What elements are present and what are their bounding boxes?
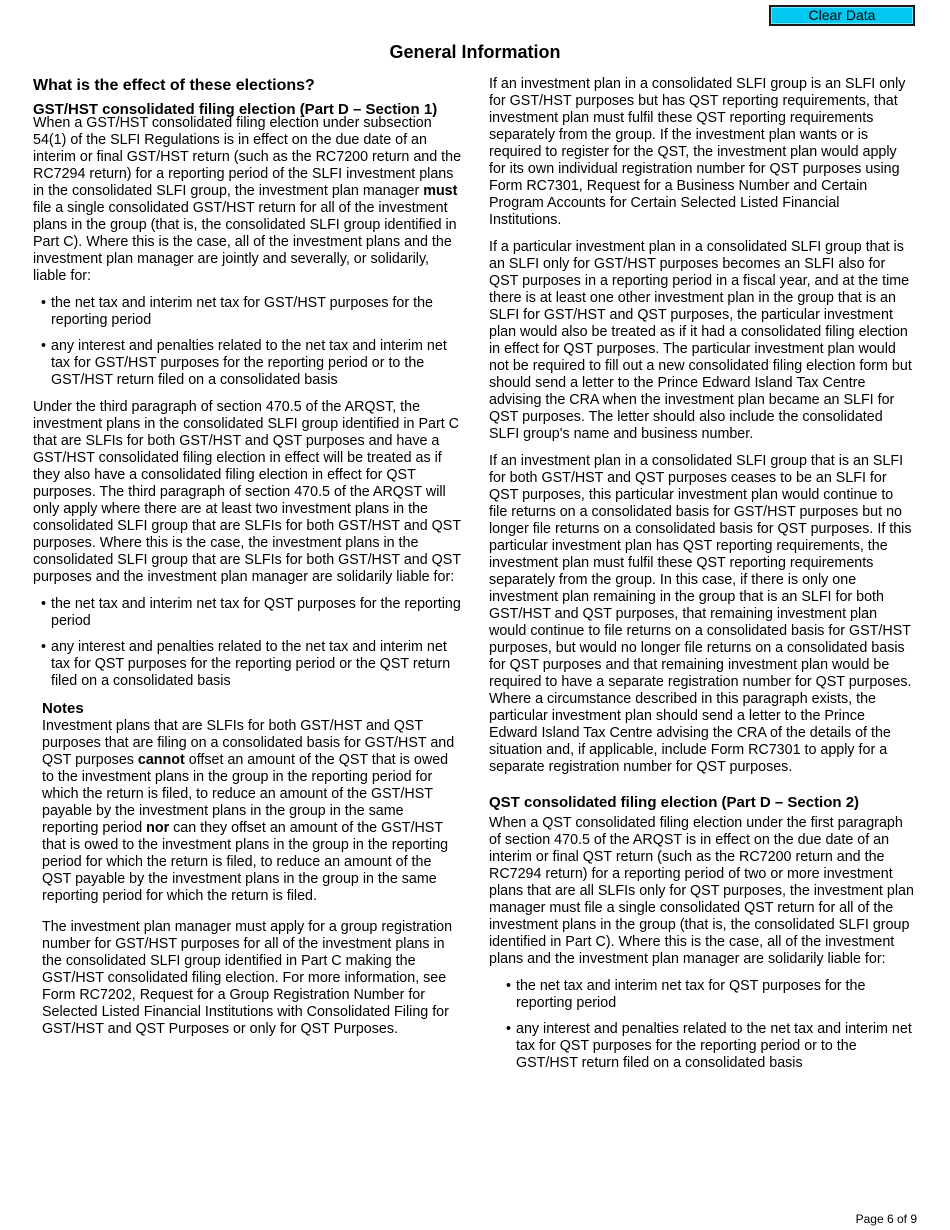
qst-reporting-paragraph: If an investment plan in a consolidated SLFI group is an SLFI only for GST/HST purposes but has QST reporting requirements, that investment plan must fulfil these QST reporting requirements separately from the group. If the investment plan wants or is required to register for the QST, the investment plan would apply for its own individual registration number for QST purposes using Form RC7301, Request for a Business Number and Certain Program Accounts for Certain Selected Listed Financial Institutions. <box>489 76 906 228</box>
list-item: • the net tax and interim net tax for QST purposes for the reporting period <box>41 596 461 629</box>
clear-data-button[interactable]: Clear Data <box>769 5 915 26</box>
gst-section1-heading: GST/HST consolidated filing election (Part D – Section 1) <box>33 101 438 118</box>
list-item: • any interest and penalties related to the net tax and interim net tax for QST purposes for the reporting period or the QST return filed on a consolidated basis <box>41 639 451 689</box>
qst-section2 <box>489 794 914 1072</box>
page-title: General Information <box>389 42 561 62</box>
list-item: • any interest and penalties related to the net tax and interim net tax for GST/HST purposes for the reporting period or to the GST/HST return filed on a consolidated basis <box>41 338 447 388</box>
list-item: • the net tax and interim net tax for QST purposes for the reporting period <box>506 978 866 1011</box>
qst-section2-heading: QST consolidated filing election (Part D – Section 2) <box>489 794 860 811</box>
qst-liability-list <box>33 596 463 690</box>
gst-liability-list <box>33 295 463 389</box>
becomes-slfi-paragraph: If a particular investment plan in a consolidated SLFI group that is an SLFI only for GST/HST purposes becomes an SLFI also for QST purposes in a reporting period in a fiscal year, and at the time there is at least one other investment plan in the group that is an SLFI for GST/HST and QST purposes, the particular investment plan would also be treated as if it had a consolidated filing election in effect for QST purposes. The particular investment plan would not be required to fill out a new consolidated filing election form but should send a letter to the Prince Edward Island Tax Centre advising the CRA when the investment plan became an SLFI for QST purposes. The letter should also include the consolidated SLFI group's name and business number. <box>489 239 912 442</box>
left-column <box>33 76 463 1052</box>
page-number: Page 6 of 9 <box>855 1212 917 1226</box>
notes-heading: Notes <box>42 700 84 717</box>
gst-election-paragraph: When a GST/HST consolidated filing election under subsection 54(1) of the SLFI Regulations is in effect on the due date of an interim or final GST/HST return (such as the RC7200 return and the RC7294 return) for a reporting period of the SLFI investment plans in the consolidated SLFI group, the investment plan manager must file a single consolidated GST/HST return for all of the investment plans in the group (that is, the consolidated SLFI group identified in Part C). Where this is the case, all of the investment plans and the investment plan manager are jointly and severally, or solidarily, liable for: <box>33 115 462 284</box>
list-item: • the net tax and interim net tax for GST/HST purposes for the reporting period <box>41 295 433 328</box>
notes-paragraph-offset: Investment plans that are SLFIs for both GST/HST and QST purposes that are filing on a consolidated basis for GST/HST and QST purposes cannot offset an amount of the QST that is owed to the investment plans in the group in the reporting period for which the return is filed, to reduce an amount of the GST/HST payable by the investment plans in the group in the same reporting period nor can they offset an amount of the GST/HST that is owed to the investment plans in the group in the reporting period for which the return is filed, to reduce an amount of the QST payable by the investment plans in the group in the same reporting period for which the return is filed. <box>42 718 455 904</box>
effect-heading: What is the effect of these elections? <box>33 77 315 94</box>
qst-election-paragraph: When a QST consolidated filing election under the first paragraph of section 470.5 of the ARQST is in effect on the due date of an interim or final QST return (such as the RC7200 return and the RC7294 return) for a reporting period of two or more investment plans that are all SLFIs only for QST purposes, the investment plan manager must file a single consolidated QST return for all of the investment plans in the group (that is, the consolidated SLFI group identified in Part C). Where this is the case, all of the investment plans and the investment plan manager are solidarily liable for: <box>489 815 914 967</box>
notes-paragraph-registration: The investment plan manager must apply for a group registration number for GST/HST purposes for all of the investment plans in the consolidated SLFI group identified in Part C making the GST/HST consolidated filing election. For more information, see Form RC7202, Request for a Group Registration Number for Selected Listed Financial Institutions with Consolidated Filing for GST/HST and QST Purposes or only for QST Purposes. <box>42 919 453 1037</box>
right-column <box>489 76 914 1082</box>
notes-block <box>42 700 463 1038</box>
qst-election-liability-list <box>498 978 914 1072</box>
ceases-slfi-paragraph: If an investment plan in a consolidated SLFI group that is an SLFI for both GST/HST and QST purposes ceases to be an SLFI for QST purposes, this particular investment plan would continue to file returns on a consolidated basis for GST/HST purposes but no longer file returns on a consolidated basis for QST purposes. If this particular investment plan has QST reporting requirements, the investment plan must fulfil these QST reporting requirements separately from the group. In this case, if there is only one investment plan remaining in the group that is an SLFI for both GST/HST and QST purposes, that remaining investment plan would continue to file returns on a consolidated basis for GST/HST purposes, but would no longer file returns on a consolidated basis for QST purposes and that remaining investment plan would be required to have a separate registration number for QST purposes. Where a circumstance described in this paragraph exists, the particular investment plan should send a letter to the Prince Edward Island Tax Centre advising the CRA of the details of the situation and, if applicable, include Form RC7301 to apply for a separate registration number for QST purposes. <box>489 453 912 775</box>
list-item: • any interest and penalties related to the net tax and interim net tax for QST purposes for the reporting period or to the GST/HST return filed on a consolidated basis <box>506 1021 912 1071</box>
arqst-paragraph: Under the third paragraph of section 470.5 of the ARQST, the investment plans in the consolidated SLFI group identified in Part C that are SLFIs for both GST/HST and QST purposes and have a GST/HST consolidated filing election in effect will be treated as if they also have a consolidated filing election in effect for QST purposes. The third paragraph of section 470.5 of the ARQST will only apply where there are at least two investment plans in the consolidated SLFI group that are SLFIs for both GST/HST and QST purposes. Where this is the case, the investment plans in the consolidated SLFI group that are SLFIs for both GST/HST and QST purposes and the investment plan manager are solidarily liable for: <box>33 399 461 585</box>
